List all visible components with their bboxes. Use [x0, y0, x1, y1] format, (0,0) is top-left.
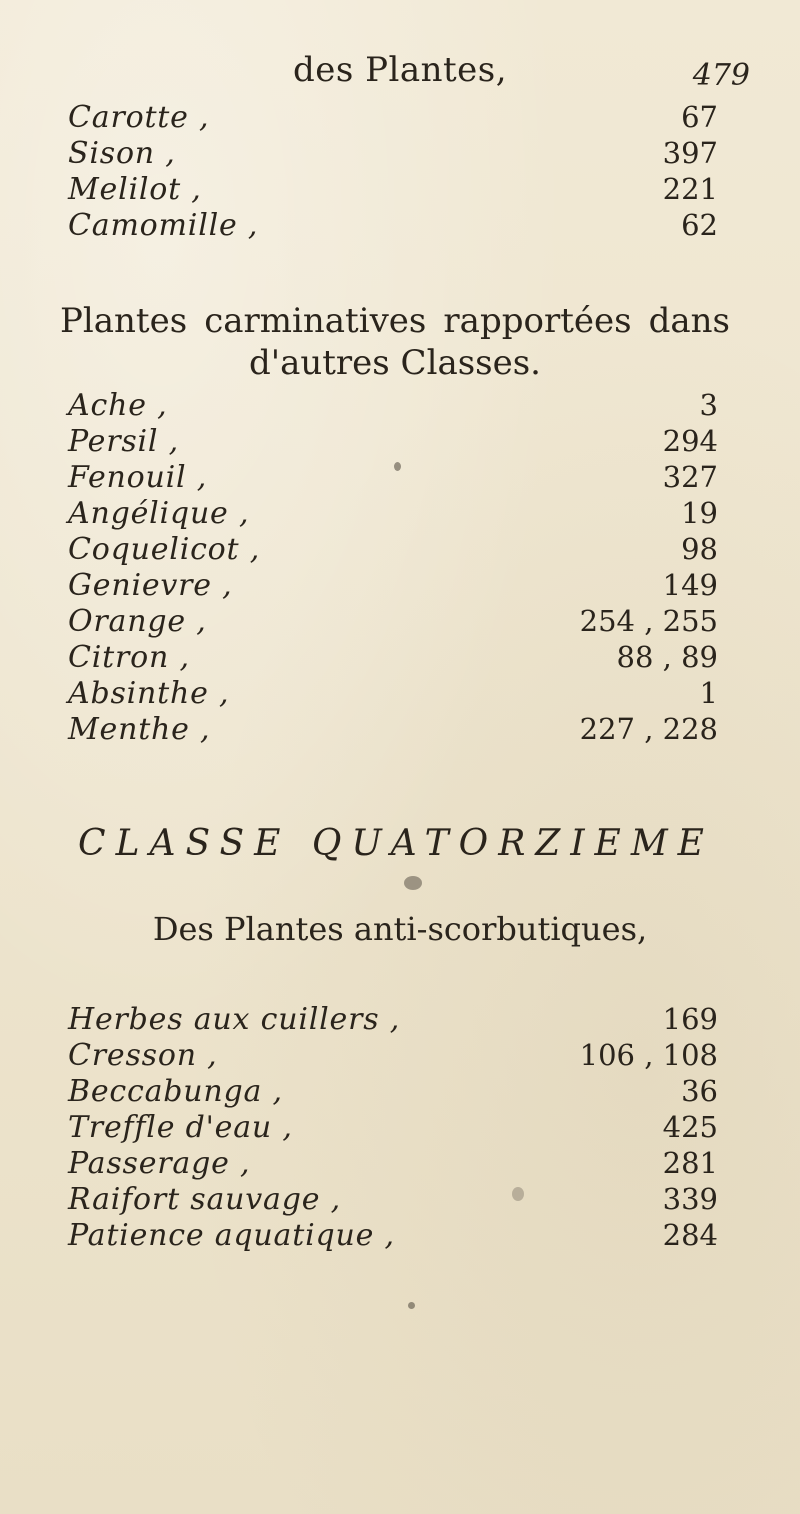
plant-name: Passerage ,	[68, 1146, 251, 1181]
list-item	[68, 531, 718, 567]
plant-name: Carotte ,	[68, 100, 210, 135]
plant-name: Fenouil ,	[68, 460, 208, 495]
list-item	[68, 135, 718, 171]
page-reference: 281	[662, 1146, 718, 1180]
class-subheading: Des Plantes anti-scorbutiques,	[152, 910, 648, 948]
plant-name: Coquelicot ,	[68, 532, 261, 567]
list-item	[68, 1181, 718, 1217]
page-reference: 106 , 108	[579, 1038, 718, 1072]
section-heading-line1	[60, 300, 730, 342]
list-item	[68, 99, 718, 135]
plant-name: Orange ,	[68, 604, 207, 639]
heading-word: carminatives	[204, 301, 427, 341]
page-reference: 294	[662, 424, 718, 458]
list-item	[68, 423, 718, 459]
page-reference: 1	[699, 676, 718, 710]
plant-name: Angélique ,	[68, 496, 250, 531]
page-reference: 149	[662, 568, 718, 602]
page-reference: 327	[662, 460, 718, 494]
list-item	[68, 495, 718, 531]
list-carminatives	[68, 387, 718, 747]
plant-name: Beccabunga ,	[68, 1074, 283, 1109]
list-item	[68, 603, 718, 639]
page-reference: 284	[662, 1218, 718, 1252]
section-heading	[60, 300, 730, 384]
page-reference: 425	[662, 1110, 718, 1144]
plant-name: Sison ,	[68, 136, 176, 171]
list-item	[68, 711, 718, 747]
page-number: 479	[692, 58, 750, 93]
class-heading: CLASSE QUATORZIEME	[78, 823, 714, 864]
paper-speck	[512, 1187, 524, 1201]
heading-word: dans	[648, 301, 730, 341]
plant-name: Raifort sauvage ,	[68, 1182, 341, 1217]
page-reference: 227 , 228	[579, 712, 718, 746]
plant-name: Menthe ,	[68, 712, 211, 747]
plant-name: Citron ,	[68, 640, 190, 675]
heading-word: Plantes	[60, 301, 188, 341]
page-reference: 19	[681, 496, 718, 530]
list-item	[68, 387, 718, 423]
list-item	[68, 1073, 718, 1109]
plant-name: Treffle d'eau ,	[68, 1110, 293, 1145]
page-reference: 88 , 89	[616, 640, 718, 674]
list-item	[68, 567, 718, 603]
ornament-dot-icon	[404, 876, 422, 890]
running-head: des Plantes,	[292, 50, 508, 90]
paper-speck	[408, 1302, 415, 1309]
section-heading-line2: d'autres Classes.	[248, 343, 541, 383]
plant-name: Melilot ,	[68, 172, 202, 207]
page-reference: 98	[681, 532, 718, 566]
page-reference: 3	[699, 388, 718, 422]
list-top	[68, 99, 718, 243]
page-reference: 36	[681, 1074, 718, 1108]
plant-name: Absinthe ,	[68, 676, 230, 711]
page-reference: 339	[662, 1182, 718, 1216]
list-item	[68, 1001, 718, 1037]
page-reference: 397	[662, 136, 718, 170]
list-item	[68, 459, 718, 495]
plant-name: Camomille ,	[68, 208, 259, 243]
paper-speck	[394, 462, 401, 471]
plant-name: Patience aquatique ,	[68, 1218, 395, 1253]
plant-name: Persil ,	[68, 424, 179, 459]
page-reference: 254 , 255	[579, 604, 718, 638]
list-item	[68, 639, 718, 675]
plant-name: Ache ,	[68, 388, 168, 423]
list-item	[68, 171, 718, 207]
page-reference: 62	[681, 208, 718, 242]
heading-word: rapportées	[443, 301, 632, 341]
list-item	[68, 1145, 718, 1181]
list-item	[68, 1109, 718, 1145]
list-item	[68, 207, 718, 243]
plant-name: Herbes aux cuillers ,	[68, 1002, 401, 1037]
list-item	[68, 675, 718, 711]
page-header	[0, 50, 800, 100]
page-reference: 169	[662, 1002, 718, 1036]
page-reference: 221	[662, 172, 718, 206]
list-antiscorbutic	[68, 1001, 718, 1253]
plant-name: Cresson ,	[68, 1038, 218, 1073]
plant-name: Genievre ,	[68, 568, 233, 603]
list-item	[68, 1037, 718, 1073]
list-item	[68, 1217, 718, 1253]
page-reference: 67	[681, 100, 718, 134]
